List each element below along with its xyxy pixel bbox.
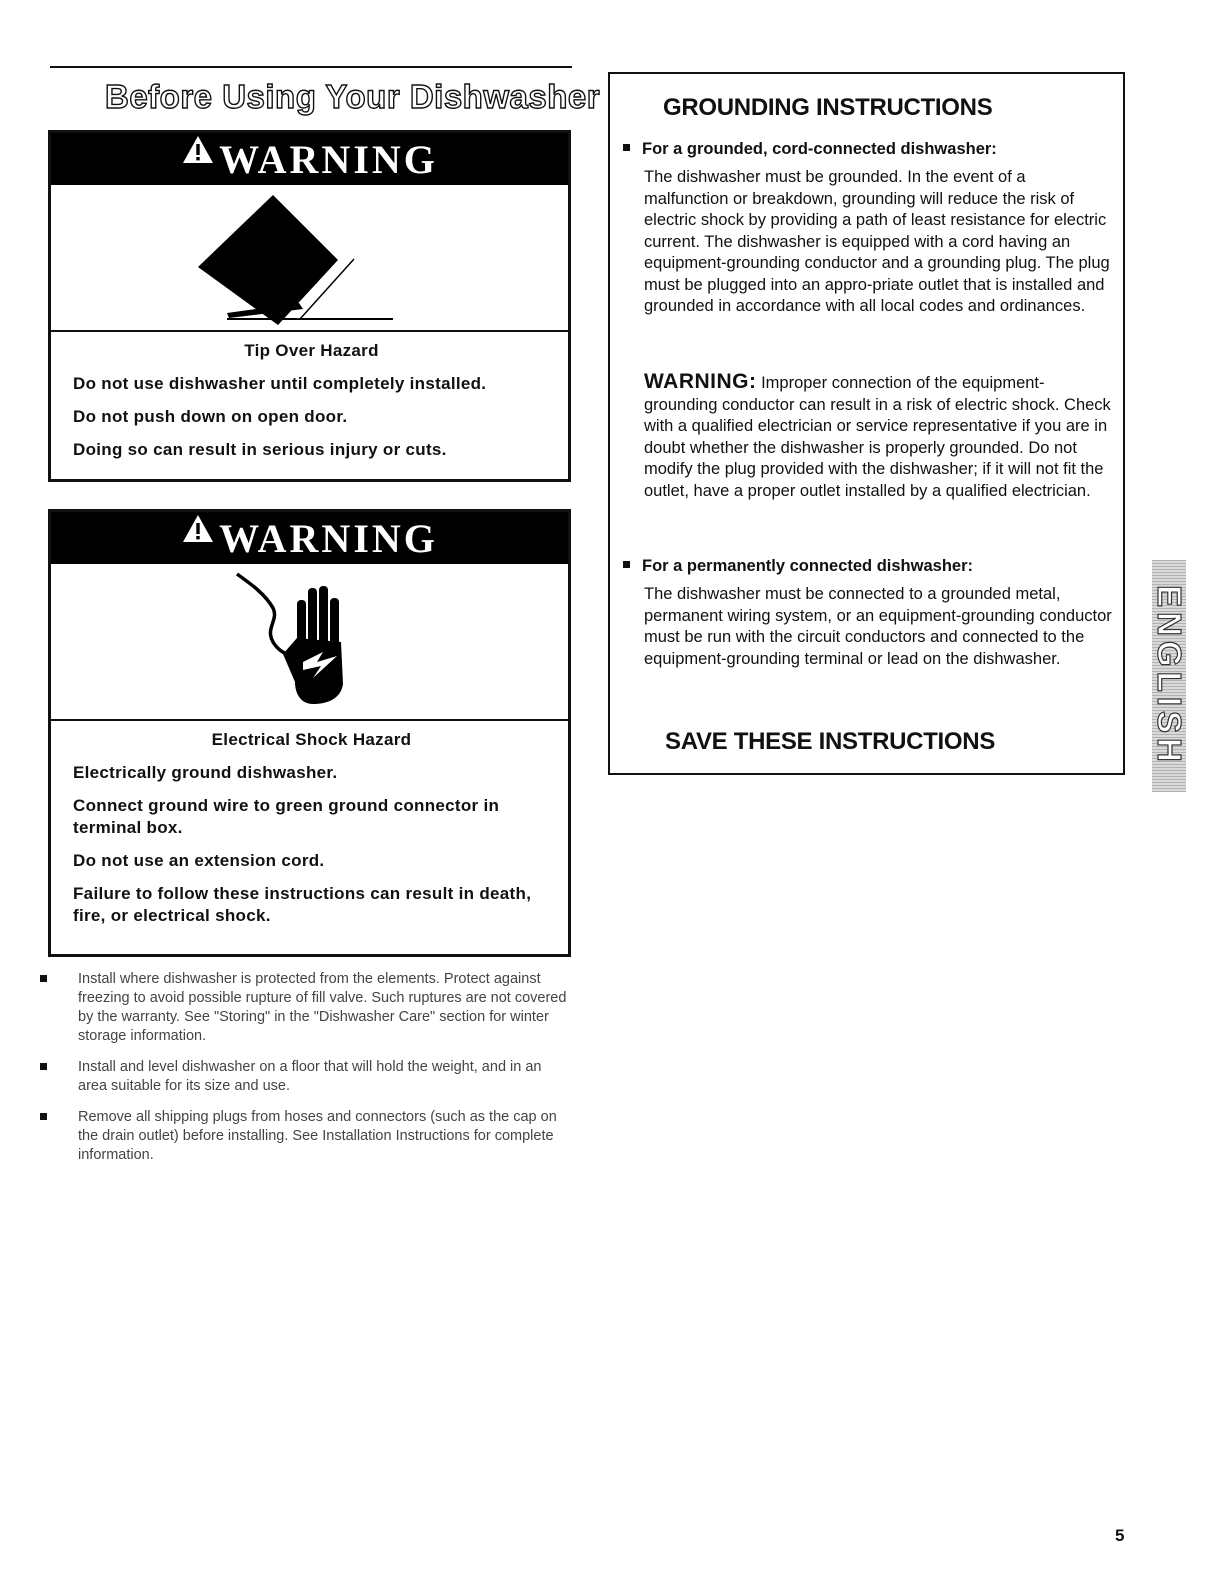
grounding-warning-label: WARNING:	[644, 370, 757, 393]
electrical-shock-warning-box	[48, 509, 571, 957]
warning-header	[51, 133, 568, 185]
installation-notes	[40, 970, 570, 1177]
warning-header	[51, 512, 568, 564]
bullet-square-icon	[40, 975, 47, 982]
language-tab-label: ENGLISH	[1151, 585, 1188, 767]
permanent-text: The dishwasher must be connected to a grounded metal, permanent wiring system, or an equipment-grounding conductor must be run with the circuit conductors and connected to the equipment-grounding terminal or lead on the dishwasher.	[644, 585, 1112, 668]
shock-warning-line: Failure to follow these instructions can result in death, fire, or electrical shock.	[73, 884, 532, 925]
list-item: Install where dishwasher is protected from the elements. Protect against freezing to avoid possible rupture of fill valve. Such ruptures are not covered by the warranty. See "Storing" in the "Dishwasher Care" section for winter storage information.	[40, 970, 570, 1046]
permanent-heading: For a permanently connected dishwasher:	[623, 557, 973, 576]
shock-warning-line: Do not use an extension cord.	[73, 851, 325, 870]
warning-triangle-icon	[181, 512, 215, 544]
tip-over-warning-box	[48, 130, 571, 482]
electrical-shock-hand-icon	[51, 564, 568, 719]
bullet-square-icon	[623, 561, 630, 568]
top-rule	[50, 66, 572, 68]
list-item: Remove all shipping plugs from hoses and connectors (such as the cap on the drain outlet) before installing. See Installation Instructions for complete information.	[40, 1108, 570, 1165]
tip-warning-line: Do not push down on open door.	[73, 407, 348, 426]
tip-over-illustration	[51, 185, 568, 332]
corded-text: The dishwasher must be grounded. In the event of a malfunction or breakdown, grounding will reduce the risk of electric shock by providing a path of least resistance for electric current. The dishwasher is equipped with a cord having an equipment-grounding conductor and a grounding plug. The plug must be plugged into an appro-priate outlet that is installed and grounded in accordance with all local codes and ordinances.	[644, 168, 1110, 315]
bullet-square-icon	[40, 1113, 47, 1120]
warning-triangle-icon	[181, 133, 215, 165]
grounding-warning	[644, 371, 1114, 502]
grounding-title: GROUNDING INSTRUCTIONS	[663, 94, 993, 121]
language-tab	[1152, 560, 1186, 792]
shock-warning-line: Connect ground wire to green ground connector in terminal box.	[73, 796, 500, 837]
warning-label: WARNING	[219, 516, 438, 561]
grounding-instructions-box	[608, 72, 1125, 775]
tip-warning-line: Doing so can result in serious injury or cuts.	[73, 440, 447, 459]
shock-illustration	[51, 564, 568, 721]
tip-over-dishwasher-icon	[51, 185, 568, 330]
corded-heading: For a grounded, cord-connected dishwasher:	[623, 140, 997, 159]
section-title: Before Using Your Dishwasher	[105, 78, 601, 115]
tip-over-hazard-title: Tip Over Hazard	[244, 341, 379, 360]
warning-label: WARNING	[219, 137, 438, 182]
grounding-warning-text: Improper connection of the equipment-grounding conductor can result in a risk of electric shock. Check with a qualified electrician or service representative if you are in doubt whether the dishwasher is properly grounded. Do not modify the plug provided with the dishwasher; if it will not fit the outlet, have a proper outlet installed by a qualified electrician.	[644, 374, 1111, 500]
list-item: Install and level dishwasher on a floor that will hold the weight, and in an area suitable for its size and use.	[40, 1058, 570, 1096]
shock-hazard-title: Electrical Shock Hazard	[211, 730, 412, 749]
shock-warning-line: Electrically ground dishwasher.	[73, 763, 338, 782]
tip-warning-line: Do not use dishwasher until completely installed.	[73, 374, 487, 393]
bullet-square-icon	[40, 1063, 47, 1070]
bullet-square-icon	[623, 144, 630, 151]
save-instructions-title: SAVE THESE INSTRUCTIONS	[665, 728, 996, 755]
page-number: 5	[1115, 1526, 1125, 1545]
